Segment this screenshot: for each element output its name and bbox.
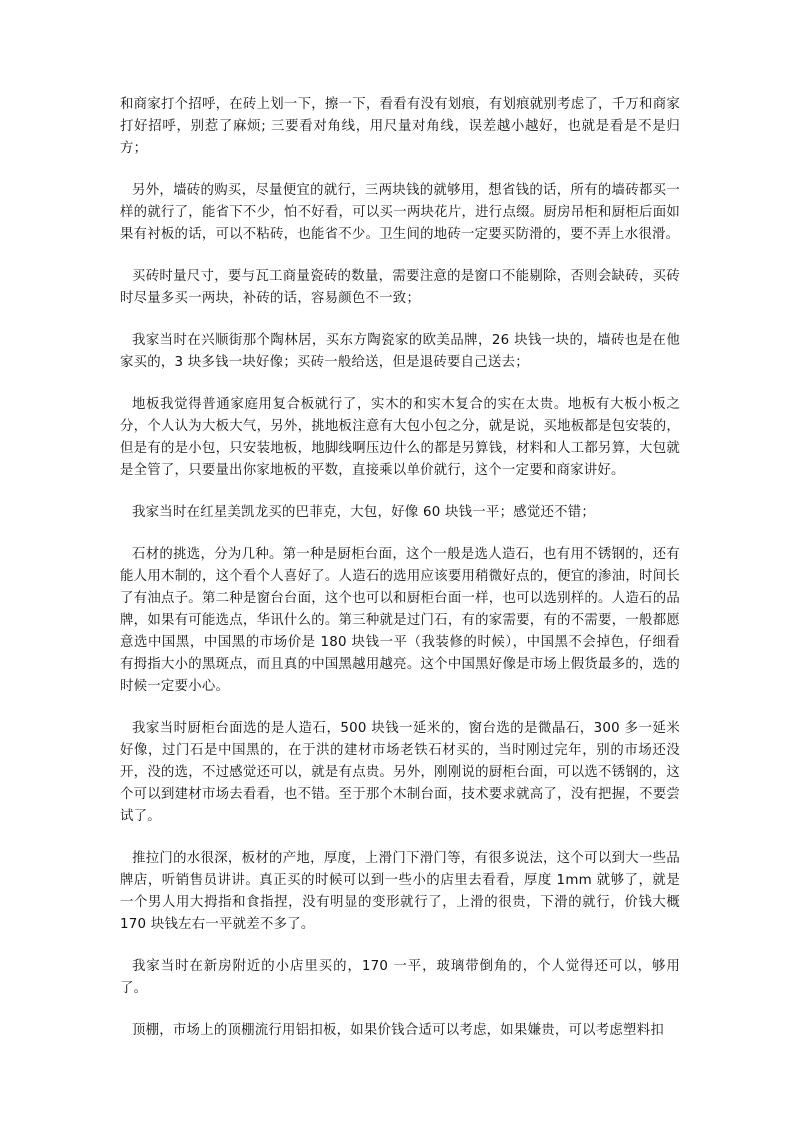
paragraph-flooring-purchase: 我家当时在红星美凯龙买的巴菲克，大包，好像 60 块钱一平；感觉还不错； xyxy=(132,505,596,520)
paragraph-tile-quantity: 买砖时量尺寸，要与瓦工商量瓷砖的数量，需要注意的是窗口不能剔除，否则会缺砖，买砖时尽量多买一两块，补砖的话，容易颜色不一致； xyxy=(120,269,680,306)
paragraph-tile-selection: 和商家打个招呼，在砖上划一下，擦一下，看看有没有划痕，有划痕就别考虑了，千万和商家打好招呼，别惹了麻烦; 三要看对角线，用尺量对角线，误差越小越好，也就是看是不是归方； xyxy=(120,97,680,156)
paragraph-sliding-door: 推拉门的水很深，板材的产地，厚度，上滑门下滑门等，有很多说法，这个可以到大一些品牌店，听销售员讲讲。真正买的时候可以到一些小的店里去看看，厚度 1mm 就够了，就是一个男人用大拇指和食指捏，没有明显的变形就行了，上滑的很贵，下滑的就行，价钱大概 170 块钱左右一平就差不多了。 xyxy=(120,851,680,932)
paragraph-sliding-door-purchase: 我家当时在新房附近的小店里买的，170 一平，玻璃带倒角的，个人觉得还可以，够用了。 xyxy=(120,959,680,996)
paragraph-flooring: 地板我觉得普通家庭用复合板就行了，实木的和实木复合的实在太贵。地板有大板小板之分，个人认为大板大气，另外，挑地板注意有大包小包之分，就是说，买地板都是包安装的，但是有的是小包，只安装地板，地脚线啊压边什么的都是另算钱，材料和人工都另算，大包就是全管了，只要量出你家地板的平数，直接乘以单价就行，这个一定要和商家讲好。 xyxy=(120,397,680,478)
document-page xyxy=(120,94,680,1062)
paragraph-tile-purchase: 我家当时在兴顺街那个陶林居，买东方陶瓷家的欧美品牌，26 块钱一块的，墙砖也是在他家买的，3 块多钱一块好像；买砖一般给送，但是退砖要自己送去； xyxy=(120,333,680,370)
paragraph-wall-tiles: 另外，墙砖的购买，尽量便宜的就行，三两块钱的就够用，想省钱的话，所有的墙砖都买一样的就行了，能省下不少，怕不好看，可以买一两块花片，进行点缀。厨房吊柜和厨柜后面如果有衬板的话，可以不粘砖，也能省不少。卫生间的地砖一定要买防滑的，要不弄上水很滑。 xyxy=(120,183,680,242)
paragraph-stone-purchase: 我家当时厨柜台面选的是人造石，500 块钱一延米的，窗台选的是微晶石，300 多一延米好像，过门石是中国黑的，在于洪的建材市场老铁石材买的，当时刚过完年，别的市场还没开，没的选，不过感觉还可以，就是有点贵。另外，刚刚说的厨柜台面，可以选不锈钢的，这个可以到建材市场去看看，也不错。至于那个木制台面，技术要求就高了，没有把握，不要尝试了。 xyxy=(120,721,680,824)
paragraph-stone: 石材的挑选，分为几种。第一种是厨柜台面，这个一般是选人造石，也有用不锈钢的，还有能人用木制的，这个看个人喜好了。人造石的选用应该要用稍微好点的，便宜的渗油，时间长了有油点子。第二种是窗台台面，这个也可以和厨柜台面一样，也可以选别样的。人造石的品牌，如果有可能选点，华讯什么的。第三种就是过门石，有的家需要，有的不需要，一般都愿意选中国黑，中国黑的市场价是 180 块钱一平（我装修的时候），中国黑不会掉色，仔细看有拇指大小的黑斑点，而且真的中国黑越用越亮。这个中国黑好像是市场上假货最多的，选的时候一定要小心。 xyxy=(120,547,680,694)
paragraph-ceiling: 顶棚，市场上的顶棚流行用铝扣板，如果价钱合适可以考虑，如果嫌贵，可以考虑塑料扣 xyxy=(132,1023,664,1038)
